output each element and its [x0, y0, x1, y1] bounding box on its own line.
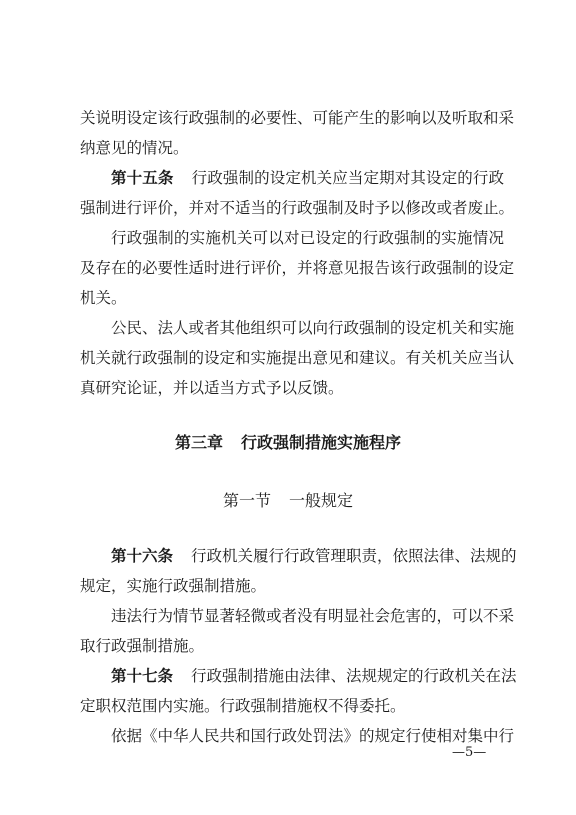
chapter-heading: [0, 432, 576, 454]
paragraph-line: 关说明设定该行政强制的必要性、可能产生的影响以及听取和采: [80, 109, 515, 127]
article-line: [111, 666, 517, 686]
section-title: 一般规定: [289, 491, 354, 510]
paragraph-line: 强制进行评价，并对不适当的行政强制及时予以修改或者废止。: [80, 199, 515, 217]
article-text: 行政强制措施由法律、法规规定的行政机关在法: [191, 667, 517, 685]
paragraph-line: 违法行为情节显著轻微或者没有明显社会危害的，可以不采: [111, 607, 515, 625]
page-number: —5—: [452, 745, 487, 760]
article-number: 第十五条: [111, 169, 174, 187]
paragraph-line: 及存在的必要性适时进行评价，并将意见报告该行政强制的设定: [80, 259, 515, 277]
paragraph-line: 规定，实施行政强制措施。: [80, 577, 267, 595]
article-text: 行政强制的设定机关应当定期对其设定的行政: [191, 169, 504, 187]
paragraph-line: 定职权范围内实施。行政强制措施权不得委托。: [80, 697, 406, 715]
paragraph-line: 真研究论证，并以适当方式予以反馈。: [80, 379, 344, 397]
article-line: [111, 168, 504, 188]
article-text: 行政机关履行行政管理职责，依照法律、法规的: [191, 547, 517, 565]
paragraph-line: 依据《中华人民共和国行政处罚法》的规定行使相对集中行: [111, 727, 515, 745]
section-number: 第一节: [222, 491, 271, 510]
article-line: [111, 546, 517, 566]
paragraph-line: 行政强制的实施机关可以对已设定的行政强制的实施情况: [111, 229, 504, 247]
article-number: 第十六条: [111, 547, 174, 565]
paragraph-line: 机关就行政强制的设定和实施提出意见和建议。有关机关应当认: [80, 349, 515, 367]
chapter-title: 行政强制措施实施程序: [241, 433, 402, 452]
article-number: 第十七条: [111, 667, 174, 685]
paragraph-line: 纳意见的情况。: [80, 139, 189, 157]
section-heading: [0, 490, 576, 512]
paragraph-line: 取行政强制措施。: [80, 637, 205, 655]
chapter-number: 第三章: [174, 433, 223, 452]
paragraph-line: 公民、法人或者其他组织可以向行政强制的设定机关和实施: [111, 319, 515, 337]
paragraph-line: 机关。: [80, 289, 127, 307]
